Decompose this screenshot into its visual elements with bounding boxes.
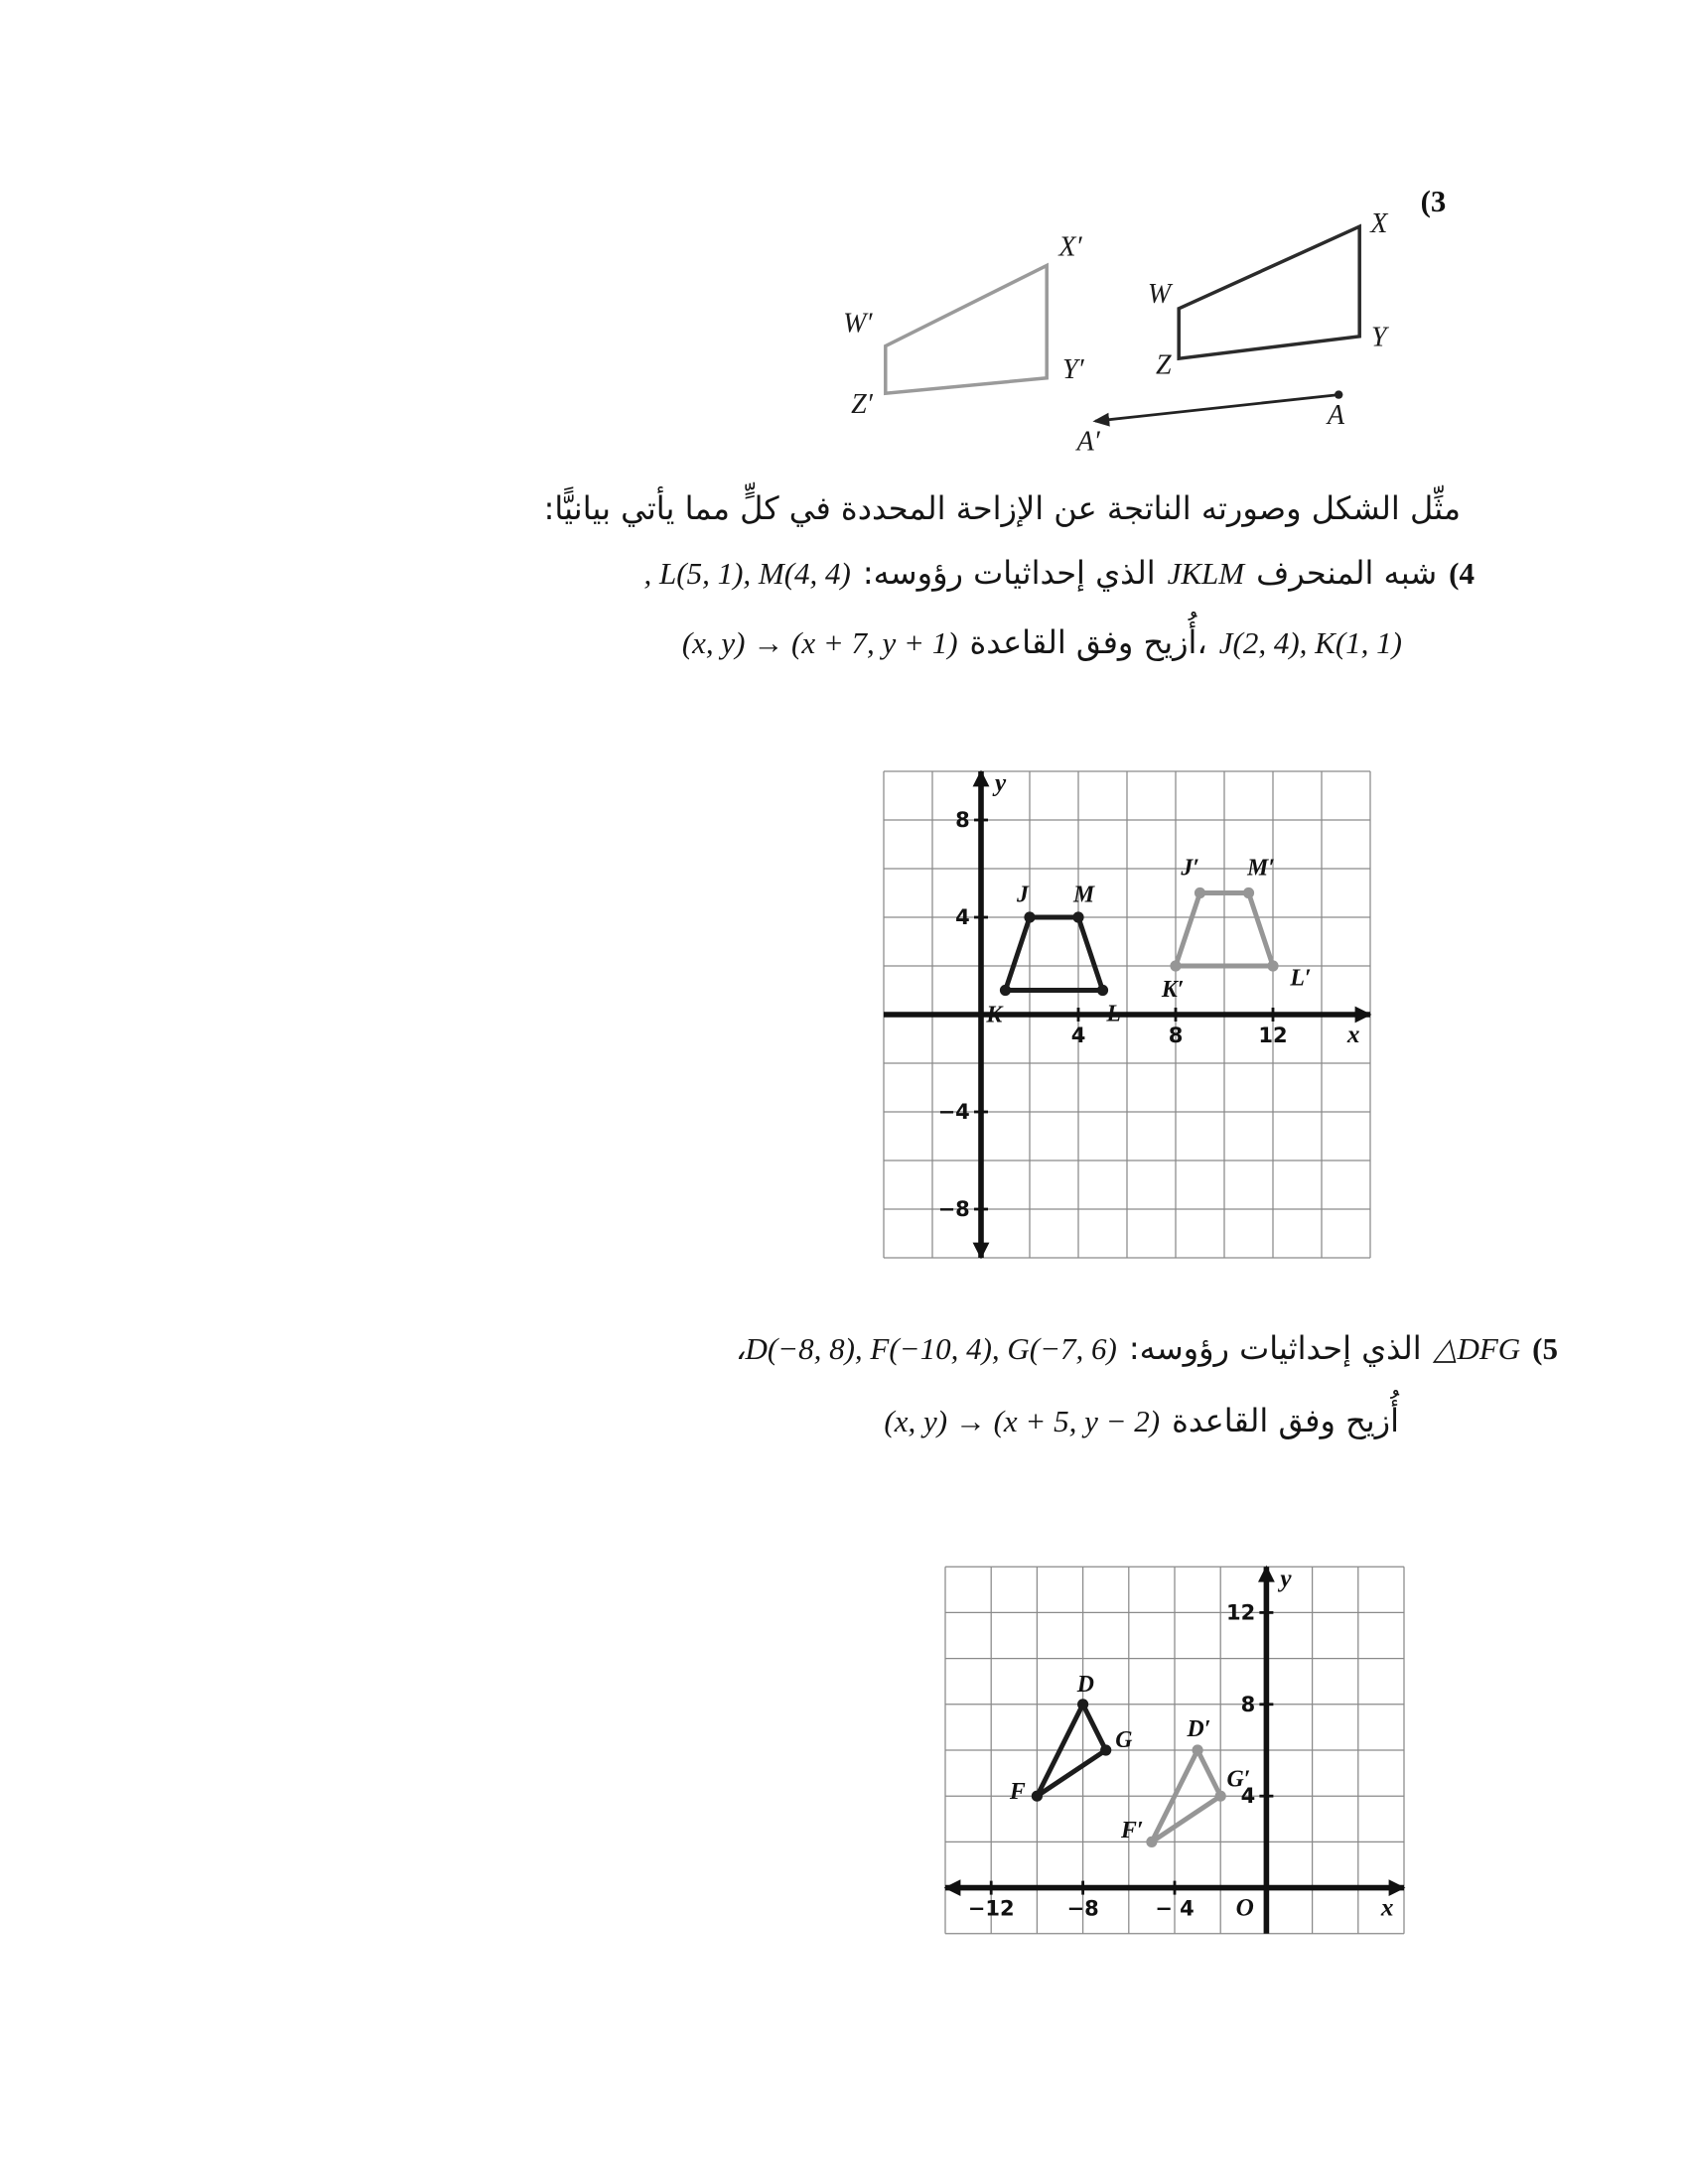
- problem4-text-c: ،أُزيح وفق القاعدة: [969, 623, 1207, 661]
- figure-preimage: [985, 883, 1121, 1028]
- problem4-shape-name: JKLM: [1167, 556, 1245, 591]
- problem4-text-a: شبه المنحرف: [1256, 554, 1438, 592]
- svg-text:A′: A′: [1076, 426, 1100, 458]
- svg-text:W: W: [1147, 279, 1172, 311]
- translation-arrow: [1075, 390, 1345, 457]
- problem4-rule: (x, y) → (x + 7, y + 1): [681, 625, 958, 660]
- svg-text:M: M: [1073, 882, 1095, 908]
- problem5-line1: [735, 1329, 1558, 1367]
- svg-text:G: G: [1115, 1727, 1133, 1754]
- problem5-rule: (x, y) → (x + 5, y − 2): [884, 1404, 1161, 1438]
- svg-text:12: 12: [1258, 1024, 1288, 1047]
- problem4-coords-jk: J(2, 4), K(1, 1): [1218, 625, 1402, 660]
- instruction-text: مثِّل الشكل وصورته الناتجة عن الإزاحة المحددة في كلٍّ مما يأتي بيانيًّا:: [543, 489, 1461, 527]
- svg-text:D: D: [1076, 1672, 1094, 1699]
- svg-text:8: 8: [955, 808, 970, 832]
- problem5-coords: ،D(−8, 8), F(−10, 4), G(−7, 6): [735, 1331, 1117, 1366]
- problem4-line1: [644, 554, 1476, 592]
- figure-image: [1161, 855, 1312, 1003]
- svg-text:J: J: [1017, 882, 1029, 908]
- svg-text:−4: −4: [937, 1100, 970, 1124]
- svg-text:X′: X′: [1058, 231, 1082, 263]
- svg-text:L′: L′: [1290, 965, 1312, 992]
- svg-text:−8: −8: [1066, 1896, 1099, 1921]
- svg-text:Y′: Y′: [1061, 353, 1084, 385]
- svg-text:Z′: Z′: [851, 388, 873, 420]
- svg-text:Y: Y: [1371, 322, 1387, 353]
- svg-text:8: 8: [1240, 1692, 1256, 1716]
- svg-text:4: 4: [955, 905, 970, 929]
- figure-image: [1120, 1716, 1250, 1847]
- axes: [884, 770, 1371, 1260]
- svg-text:W′: W′: [843, 308, 873, 340]
- svg-text:− 4: − 4: [1155, 1896, 1195, 1921]
- problem5-text-b: أُزيح وفق القاعدة: [1172, 1402, 1399, 1439]
- problem5-shape-name: △DFG: [1433, 1331, 1521, 1366]
- svg-text:D′: D′: [1187, 1716, 1211, 1742]
- svg-text:−8: −8: [937, 1197, 970, 1221]
- svg-text:O: O: [1235, 1894, 1254, 1922]
- problem4-line2: [682, 623, 1402, 661]
- problem4-coords-lm: , L(5, 1), M(4, 4): [643, 556, 851, 591]
- problem5-graph: [945, 1567, 1404, 1934]
- trapezoid-image: [843, 232, 1084, 420]
- svg-text:4: 4: [1070, 1024, 1086, 1047]
- svg-text:x: x: [1380, 1894, 1394, 1922]
- svg-text:y: y: [995, 769, 1007, 797]
- problem4-number: (4: [1449, 556, 1475, 591]
- svg-text:J′: J′: [1181, 855, 1199, 882]
- svg-text:G′: G′: [1226, 1766, 1251, 1793]
- problem5-text-a: الذي إحداثيات رؤوسه:: [1128, 1329, 1422, 1367]
- svg-text:(3: (3: [1420, 184, 1447, 218]
- svg-text:K′: K′: [1161, 976, 1185, 1003]
- svg-text:F′: F′: [1121, 1818, 1144, 1844]
- svg-text:A: A: [1327, 400, 1344, 431]
- svg-text:x: x: [1346, 1022, 1360, 1048]
- svg-text:y: y: [1280, 1565, 1292, 1592]
- problem5-line2: [884, 1402, 1399, 1439]
- problem5-number: (5: [1532, 1331, 1558, 1366]
- svg-text:K: K: [986, 1002, 1003, 1028]
- problem3-figure: [778, 181, 1501, 473]
- tick-labels: [938, 770, 1360, 1221]
- svg-text:−12: −12: [967, 1896, 1015, 1921]
- svg-text:12: 12: [1225, 1600, 1256, 1625]
- svg-text:M′: M′: [1247, 855, 1276, 882]
- instruction-line: [544, 489, 1461, 527]
- svg-text:4: 4: [1240, 1784, 1256, 1809]
- grid-lines: [945, 1567, 1404, 1934]
- svg-text:Z: Z: [1156, 349, 1172, 381]
- svg-text:8: 8: [1168, 1024, 1184, 1047]
- svg-text:X: X: [1370, 207, 1388, 239]
- tick-labels: [968, 1566, 1394, 1922]
- problem4-graph: [884, 771, 1370, 1258]
- trapezoid-preimage: [1148, 208, 1390, 381]
- svg-text:F: F: [1009, 1779, 1026, 1805]
- figure-preimage: [1009, 1672, 1133, 1805]
- problem4-text-b: الذي إحداثيات رؤوسه:: [862, 554, 1156, 592]
- svg-text:L: L: [1106, 1001, 1121, 1027]
